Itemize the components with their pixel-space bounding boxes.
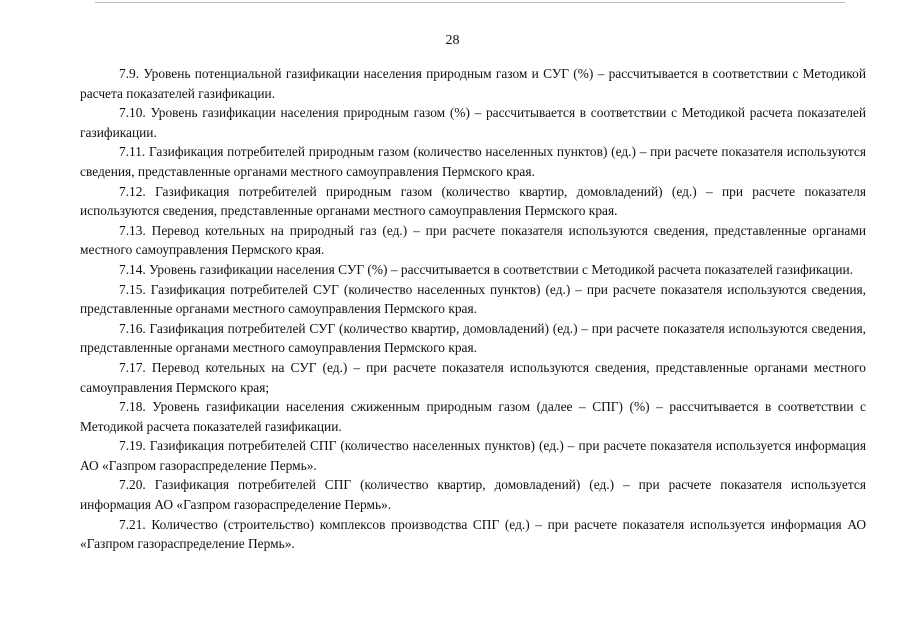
paragraph-7-15: 7.15. Газификация потребителей СУГ (количество населенных пунктов) (ед.) – при расчете показателя используются сведения, представленные органами местного самоуправления Пермского края. [80, 281, 866, 317]
paragraph-7-10: 7.10. Уровень газификации населения природным газом (%) – рассчитывается в соответствии с Методикой расчета показателей газификации. [80, 105, 866, 140]
page-number: 28 [445, 33, 460, 48]
paragraph-7-16: 7.16. Газификация потребителей СУГ (количество квартир, домовладений) (ед.) – при расчете показателя используются сведения, представленные органами местного самоуправления Пермского края. [80, 320, 866, 356]
paragraph-7-11: 7.11. Газификация потребителей природным газом (количество населенных пунктов) (ед.) – при расчете показателя используются сведения, представленные органами местного самоуправления Пермского края. [80, 144, 866, 179]
paragraph-7-18: 7.18. Уровень газификации населения сжиженным природным газом (далее – СПГ) (%) – рассчитывается в соответствии с Методикой расчета показателей газификации. [80, 399, 866, 434]
scan-top-edge [95, 2, 845, 3]
paragraph-7-13: 7.13. Перевод котельных на природный газ (ед.) – при расчете показателя используются сведения, представленные органами местного самоуправления Пермского края. [80, 222, 866, 258]
paragraph-7-14: 7.14. Уровень газификации населения СУГ (%) – рассчитывается в соответствии с Методикой расчета показателей газификации. [119, 261, 854, 277]
paragraph-7-12: 7.12. Газификация потребителей природным газом (количество квартир, домовладений) (ед.) – при расчете показателя используются сведения, представленные органами местного самоуправления Пермского края. [80, 183, 866, 219]
paragraph-7-20: 7.20. Газификация потребителей СПГ (количество квартир, домовладений) (ед.) – при расчете показателя используется информация АО «Газпром газораспределение Пермь». [80, 477, 866, 513]
paragraph-7-21: 7.21. Количество (строительство) комплексов производства СПГ (ед.) – при расчете показателя используется информация АО «Газпром газораспределение Пермь». [80, 516, 866, 552]
document-body [80, 64, 866, 554]
paragraph-7-19: 7.19. Газификация потребителей СПГ (количество населенных пунктов) (ед.) – при расчете показателя используется информация АО «Газпром газораспределение Пермь». [80, 438, 866, 473]
paragraph-7-9: 7.9. Уровень потенциальной газификации населения природным газом и СУГ (%) – рассчитывается в соответствии с Методикой расчета показателей газификации. [80, 66, 866, 101]
paragraph-7-17: 7.17. Перевод котельных на СУГ (ед.) – при расчете показателя используются сведения, представленные органами местного самоуправления Пермского края; [80, 359, 866, 395]
